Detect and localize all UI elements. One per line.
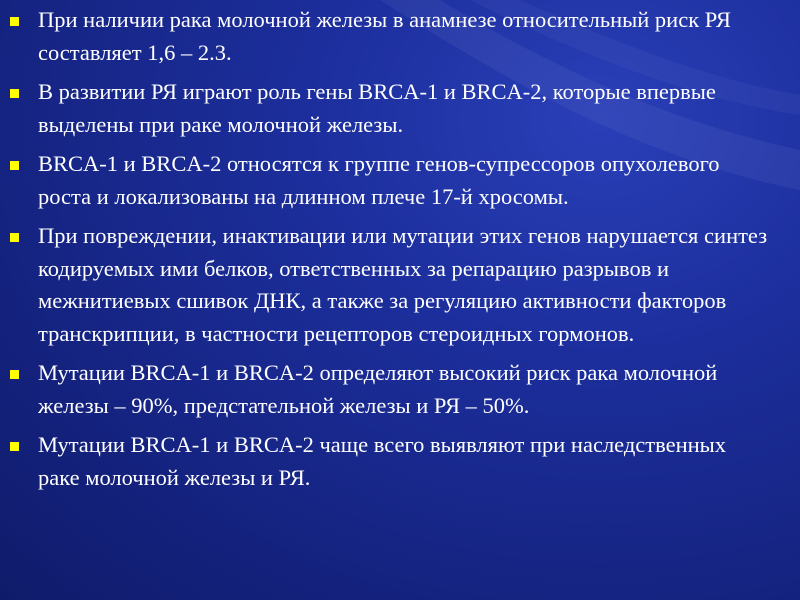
bullet-text: При наличии рака молочной железы в анамнезе относительный риск РЯ составляет 1,6 – 2.3. — [38, 7, 731, 65]
bullet-item — [10, 429, 770, 494]
bullet-text: Мутации BRCA-1 и BRCA-2 определяют высокий риск рака молочной железы – 90%, предстательной железы и РЯ – 50%. — [38, 360, 718, 418]
bullet-item — [10, 148, 770, 213]
bullet-item — [10, 76, 770, 141]
bullet-text: BRCA-1 и BRCA-2 относятся к группе генов-супрессоров опухолевого роста и локализованы на длинном плече 17-й хросомы. — [38, 151, 720, 209]
bullet-item — [10, 220, 770, 350]
bullet-item — [10, 4, 770, 69]
square-bullet-icon — [10, 442, 19, 451]
square-bullet-icon — [10, 233, 19, 242]
bullet-text: Мутации BRCA-1 и BRCA-2 чаще всего выявляют при наследственных раке молочной железы и РЯ. — [38, 432, 727, 490]
square-bullet-icon — [10, 17, 19, 26]
square-bullet-icon — [10, 89, 19, 98]
bullet-text: При повреждении, инактивации или мутации этих генов нарушается синтез кодируемых ими белков, ответственных за репарацию разрывов и межнитиевых сшивок ДНК, а также за регуляцию активности факторов транскрипции, в частности рецепторов стероидных гормонов. — [38, 223, 768, 346]
bullet-item — [10, 357, 770, 422]
square-bullet-icon — [10, 370, 19, 379]
bullet-list — [10, 4, 770, 501]
bullet-text: В развитии РЯ играют роль гены BRCA-1 и BRCA-2, которые впервые выделены при раке молочной железы. — [38, 79, 716, 137]
square-bullet-icon — [10, 161, 19, 170]
